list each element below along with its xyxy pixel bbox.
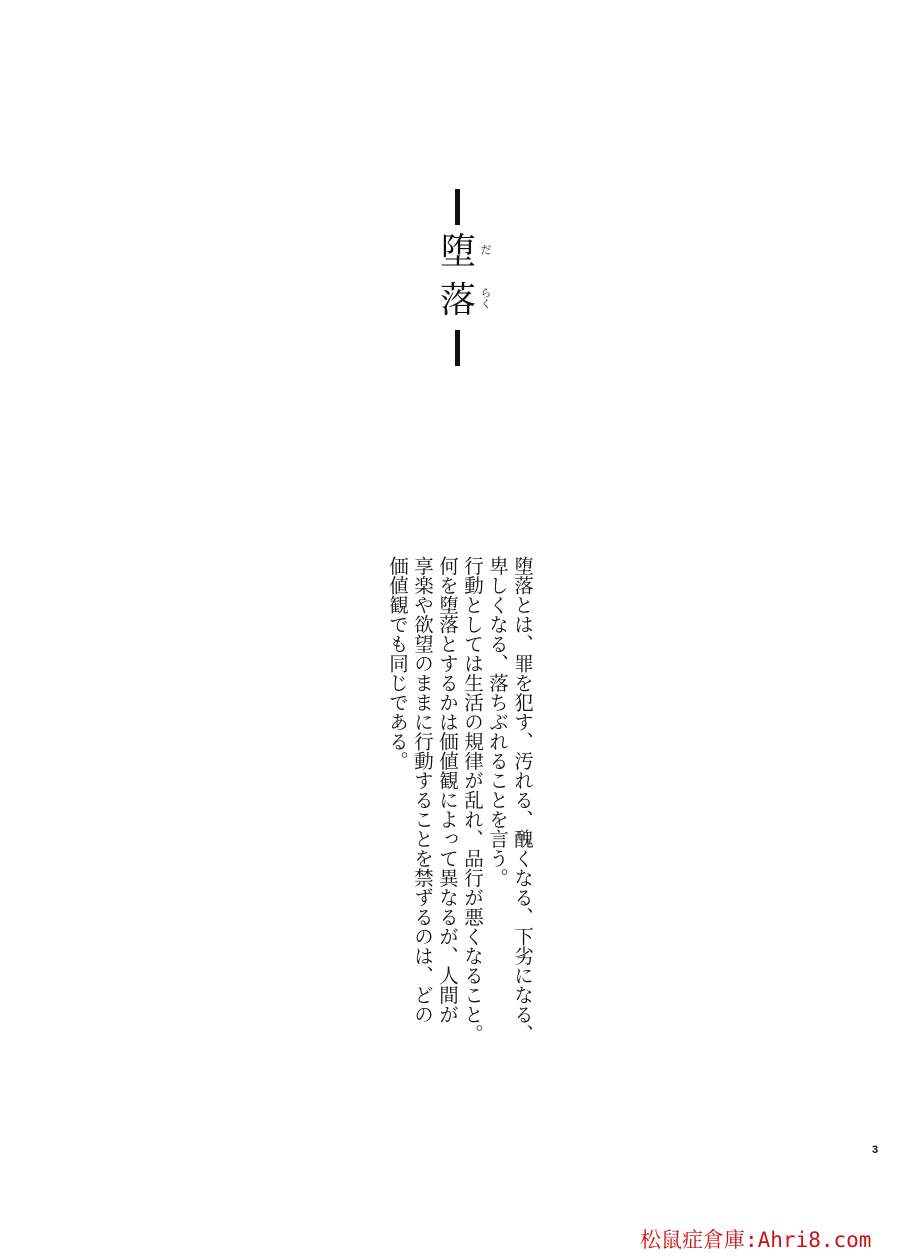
title-top-bar bbox=[455, 189, 460, 225]
title-char-2: 落 bbox=[439, 280, 476, 321]
body-line-5: 享楽や欲望のままに行動することを禁ずるのは、どの bbox=[411, 556, 434, 1024]
title-char-1: 堕 bbox=[439, 231, 476, 272]
body-line-4: 何を堕落とするかは価値観によって異なるが、人間が bbox=[436, 556, 459, 1024]
title-ruby-1: だ bbox=[479, 244, 492, 255]
body-line-1: 堕落とは、罪を犯す、汚れる、醜くなる、下劣になる、 bbox=[511, 556, 534, 1044]
body-line-3: 行動としては生活の規律が乱れ、品行が悪くなること。 bbox=[461, 556, 484, 1044]
title-bottom-bar bbox=[455, 330, 460, 366]
title-ruby-2: らく bbox=[479, 287, 492, 309]
body-line-6: 価値観でも同じである。 bbox=[386, 556, 409, 771]
watermark: 松鼠症倉庫:Ahri8.com bbox=[640, 1228, 872, 1252]
body-text bbox=[385, 556, 535, 1056]
page-number: 3 bbox=[872, 1144, 879, 1156]
body-line-2: 卑しくなる、落ちぶれることを言う。 bbox=[486, 556, 509, 888]
